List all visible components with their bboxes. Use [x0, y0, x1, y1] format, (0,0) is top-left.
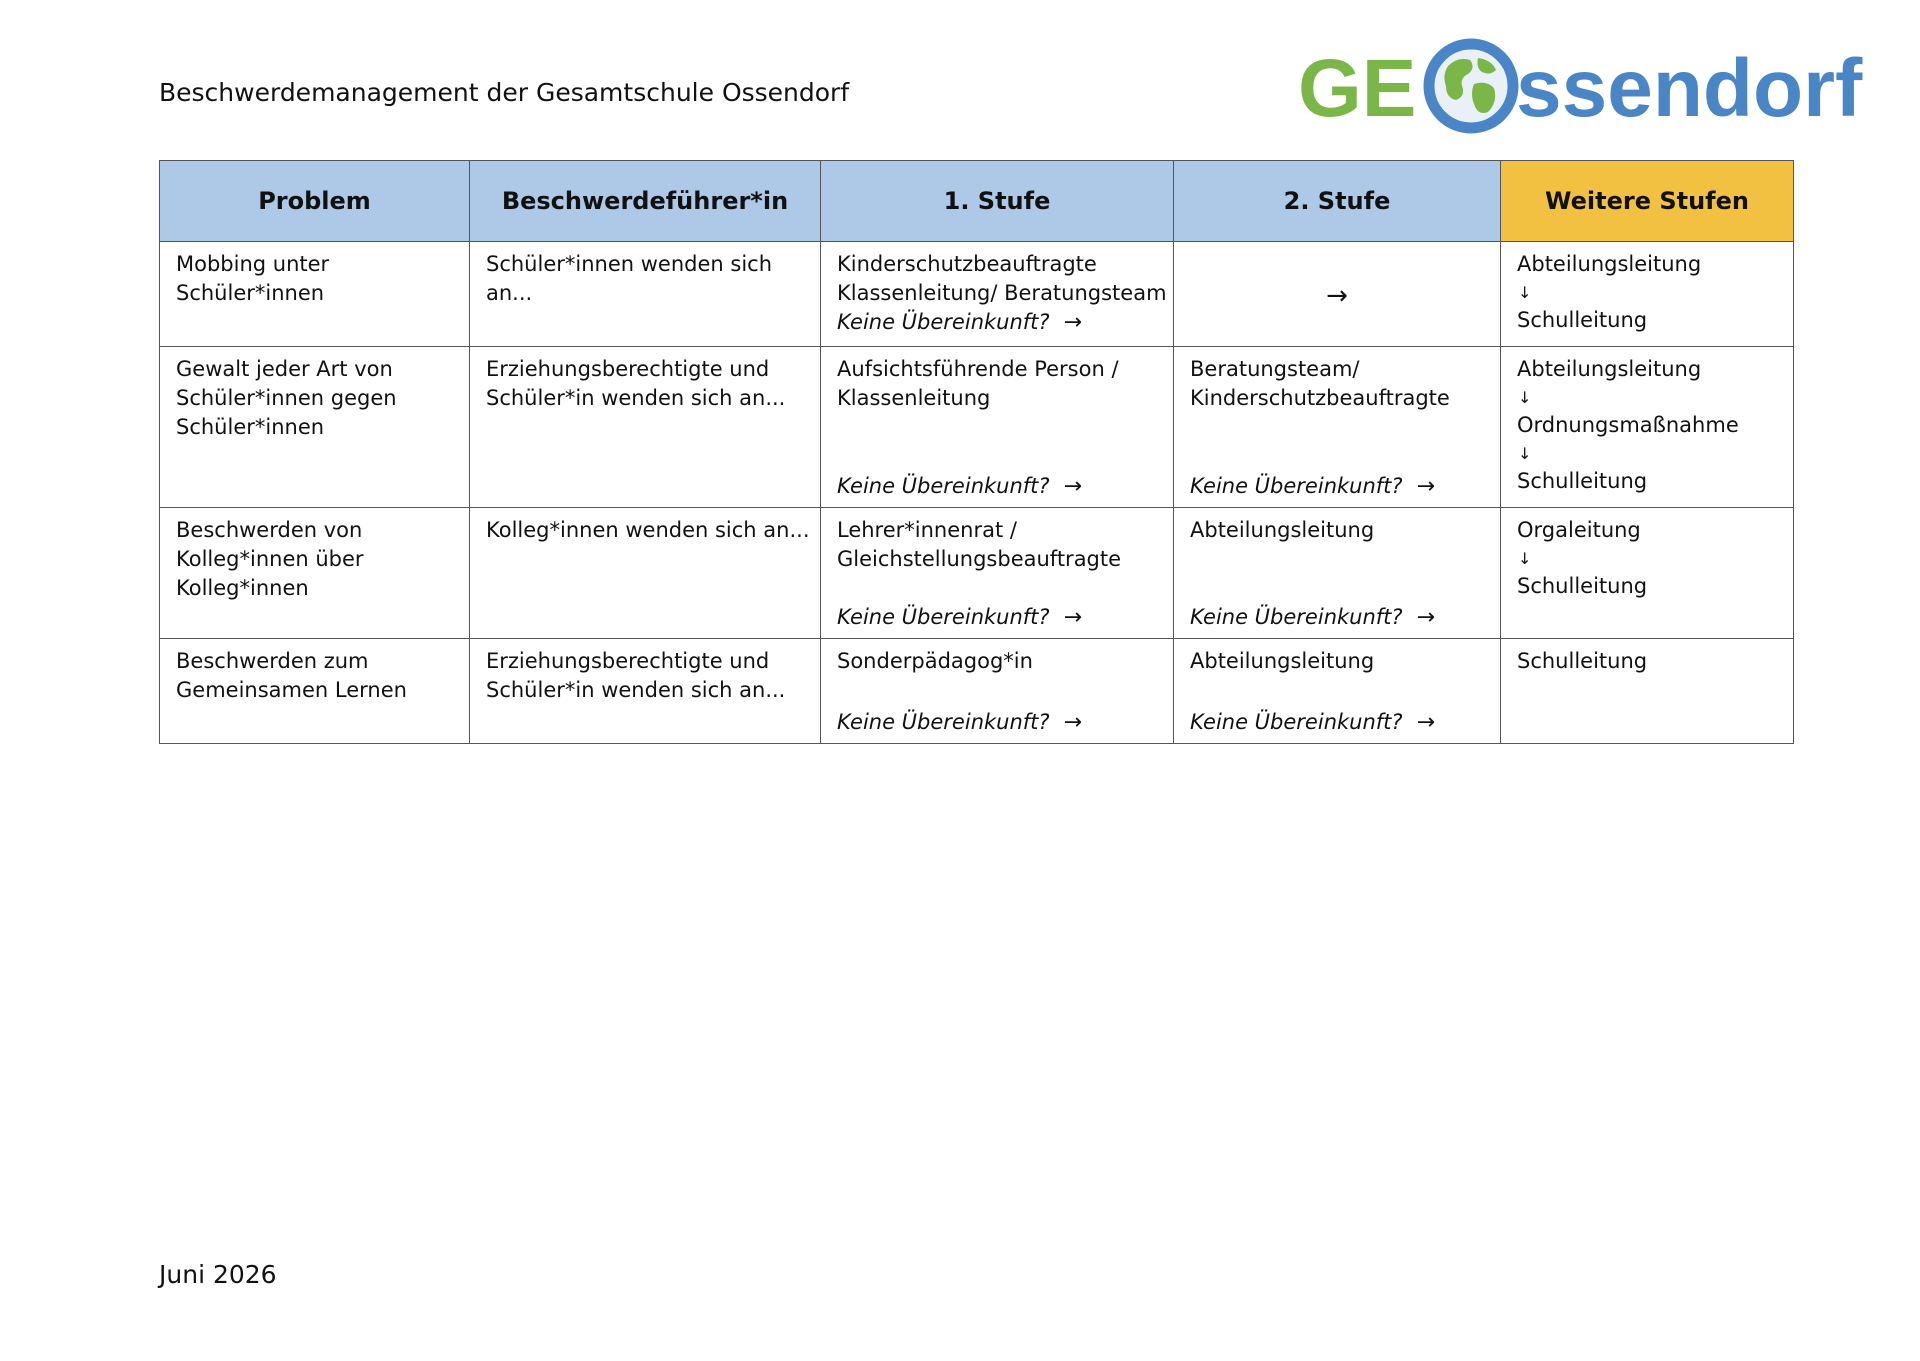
- cell-text: Gleichstellungsbeauftragte: [837, 547, 1122, 571]
- footer-date: Juni 2026: [159, 1260, 277, 1289]
- cell-further-stages: [1501, 508, 1794, 639]
- cell-text: Lehrer*innenrat /: [837, 518, 1017, 542]
- cell-text: Schulleitung: [1517, 649, 1648, 673]
- table-row: [160, 347, 1794, 508]
- school-logo: [1298, 36, 1863, 140]
- cell-text: an...: [486, 281, 533, 305]
- globe-icon: [1429, 44, 1513, 128]
- cell-text: Sonderpädagog*in: [837, 649, 1033, 673]
- cell-text: Klassenleitung: [837, 386, 991, 410]
- cell-text: Gewalt jeder Art von: [176, 357, 393, 381]
- arrow-right-icon: →: [1416, 605, 1435, 630]
- arrow-right-icon: →: [1063, 605, 1082, 630]
- arrow-down-icon: ↓: [1518, 283, 1532, 302]
- column-header-stage2: 2. Stufe: [1174, 161, 1501, 242]
- table-row: [160, 242, 1794, 347]
- cell-stage1: [821, 639, 1174, 744]
- column-header-problem: Problem: [160, 161, 470, 242]
- cell-text: Schüler*innen wenden sich: [486, 252, 773, 276]
- cell-text: Ordnungsmaßnahme: [1517, 413, 1739, 437]
- escalation-note-text: Keine Übereinkunft?: [837, 710, 1050, 734]
- cell-text: Kinderschutzbeauftragte: [837, 252, 1097, 276]
- cell-text: Kolleg*innen: [176, 576, 309, 600]
- cell-stage2: [1174, 242, 1501, 347]
- arrow-right-icon: →: [1063, 474, 1082, 499]
- table-row: [160, 508, 1794, 639]
- cell-text: Kolleg*innen über: [176, 547, 364, 571]
- logo-text-ge: GE: [1298, 43, 1417, 134]
- cell-text: Orgaleitung: [1517, 518, 1641, 542]
- cell-text: Gemeinsamen Lernen: [176, 678, 407, 702]
- table-header-row: [160, 161, 1794, 242]
- escalation-note: [1190, 472, 1435, 501]
- cell-text: Klassenleitung/ Beratungsteam: [837, 281, 1167, 305]
- escalation-note: [837, 708, 1082, 737]
- cell-problem: [160, 508, 470, 639]
- escalation-note: [837, 308, 1157, 337]
- cell-text: Beschwerden zum: [176, 649, 369, 673]
- cell-text: Schulleitung: [1517, 574, 1648, 598]
- page-title: Beschwerdemanagement der Gesamtschule Ossendorf: [159, 78, 850, 107]
- escalation-note-text: Keine Übereinkunft?: [1190, 710, 1403, 734]
- cell-complainant: [470, 347, 821, 508]
- cell-problem: [160, 347, 470, 508]
- cell-text: Mobbing unter: [176, 252, 330, 276]
- cell-further-stages: [1501, 242, 1794, 347]
- cell-further-stages: [1501, 347, 1794, 508]
- escalation-note-text: Keine Übereinkunft?: [1190, 605, 1403, 629]
- cell-complainant: [470, 508, 821, 639]
- escalation-note: [1190, 708, 1435, 737]
- escalation-note-text: Keine Übereinkunft?: [837, 605, 1050, 629]
- cell-stage1: [821, 508, 1174, 639]
- arrow-down-icon: ↓: [1518, 549, 1532, 568]
- arrow-right-icon: →: [1063, 310, 1082, 335]
- arrow-right-icon: →: [1416, 474, 1435, 499]
- cell-text: Kinderschutzbeauftragte: [1190, 386, 1450, 410]
- escalation-note: [837, 472, 1082, 501]
- cell-text: Beratungsteam/: [1190, 357, 1360, 381]
- cell-text: Abteilungsleitung: [1517, 252, 1702, 276]
- cell-text: Schüler*in wenden sich an...: [486, 678, 786, 702]
- escalation-note: [837, 603, 1082, 632]
- cell-text: Schüler*in wenden sich an...: [486, 386, 786, 410]
- cell-text: Schulleitung: [1517, 308, 1648, 332]
- cell-stage2: [1174, 508, 1501, 639]
- arrow-right-icon: →: [1416, 710, 1435, 735]
- logo-text-ssendorf: ssendorf: [1516, 43, 1863, 134]
- cell-problem: [160, 242, 470, 347]
- cell-stage2: [1174, 639, 1501, 744]
- complaint-table: [159, 160, 1794, 744]
- table-row: [160, 639, 1794, 744]
- cell-complainant: [470, 639, 821, 744]
- escalation-note-text: Keine Übereinkunft?: [1190, 474, 1403, 498]
- cell-problem: [160, 639, 470, 744]
- arrow-down-icon: ↓: [1518, 388, 1532, 407]
- cell-text: Schüler*innen gegen: [176, 386, 397, 410]
- cell-text: Abteilungsleitung: [1190, 649, 1375, 673]
- cell-text: Abteilungsleitung: [1190, 518, 1375, 542]
- arrow-down-icon: ↓: [1518, 444, 1532, 463]
- escalation-note: [1190, 603, 1435, 632]
- cell-text: Schulleitung: [1517, 469, 1648, 493]
- arrow-right-icon: →: [1063, 710, 1082, 735]
- cell-text: Erziehungsberechtigte und: [486, 649, 770, 673]
- cell-text: Erziehungsberechtigte und: [486, 357, 770, 381]
- cell-further-stages: [1501, 639, 1794, 744]
- cell-text: Kolleg*innen wenden sich an...: [486, 518, 810, 542]
- column-header-complainant: Beschwerdeführer*in: [470, 161, 821, 242]
- escalation-note-text: Keine Übereinkunft?: [837, 474, 1050, 498]
- cell-stage1: [821, 347, 1174, 508]
- cell-stage1: [821, 242, 1174, 347]
- cell-text: Schüler*innen: [176, 415, 325, 439]
- column-header-stage1: 1. Stufe: [821, 161, 1174, 242]
- arrow-right-icon: →: [1326, 281, 1348, 311]
- escalation-note-text: Keine Übereinkunft?: [837, 310, 1050, 334]
- cell-complainant: [470, 242, 821, 347]
- cell-text: Beschwerden von: [176, 518, 363, 542]
- cell-text: Abteilungsleitung: [1517, 357, 1702, 381]
- cell-text: Aufsichtsführende Person /: [837, 357, 1119, 381]
- cell-text: Schüler*innen: [176, 281, 325, 305]
- column-header-further-stages: Weitere Stufen: [1501, 161, 1794, 242]
- cell-stage2: [1174, 347, 1501, 508]
